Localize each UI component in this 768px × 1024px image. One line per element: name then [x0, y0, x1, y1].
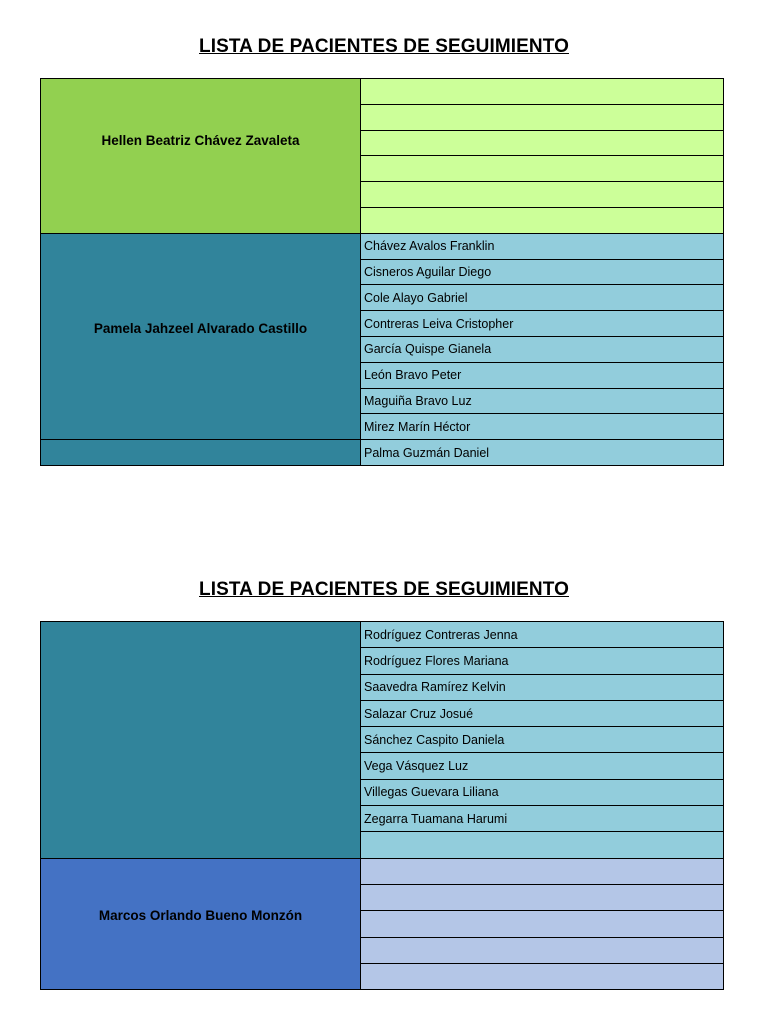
patient-cell[interactable]: Rodríguez Flores Mariana [361, 648, 724, 674]
patient-cell[interactable]: Contreras Leiva Cristopher [361, 311, 724, 337]
patient-cell[interactable] [361, 207, 724, 233]
patient-cell[interactable]: Saavedra Ramírez Kelvin [361, 674, 724, 700]
patient-cell[interactable] [361, 858, 724, 884]
doctor-cell[interactable] [41, 858, 361, 989]
patient-cell[interactable]: Rodríguez Contreras Jenna [361, 622, 724, 648]
table-row [41, 858, 724, 884]
patient-cell[interactable] [361, 884, 724, 910]
section-title: LISTA DE PACIENTES DE SEGUIMIENTO [199, 36, 569, 57]
doctor-name: Marcos Orlando Bueno Monzón [98, 908, 303, 924]
doctor-cell[interactable] [41, 622, 361, 859]
table-row [41, 79, 724, 105]
patient-cell[interactable]: Villegas Guevara Liliana [361, 779, 724, 805]
doctor-cell[interactable] [41, 233, 361, 439]
patient-cell[interactable] [361, 832, 724, 858]
patient-cell[interactable] [361, 963, 724, 989]
patient-cell[interactable]: Zegarra Tuamana Harumi [361, 806, 724, 832]
patient-cell[interactable] [361, 79, 724, 105]
patient-cell[interactable]: Vega Vásquez Luz [361, 753, 724, 779]
table-row [41, 233, 724, 259]
doctor-name: Pamela Jahzeel Alvarado Castillo [93, 320, 308, 336]
patient-cell[interactable]: Salazar Cruz Josué [361, 700, 724, 726]
patient-table [40, 621, 724, 990]
patient-cell[interactable]: Cole Alayo Gabriel [361, 285, 724, 311]
patient-cell[interactable]: Cisneros Aguilar Diego [361, 259, 724, 285]
patient-cell[interactable] [361, 911, 724, 937]
patient-cell[interactable]: Mirez Marín Héctor [361, 414, 724, 440]
doctor-name: Hellen Beatriz Chávez Zavaleta [101, 133, 300, 149]
patient-cell[interactable]: García Quispe Gianela [361, 336, 724, 362]
patient-table [40, 78, 724, 466]
patient-cell[interactable]: Maguiña Bravo Luz [361, 388, 724, 414]
section-title: LISTA DE PACIENTES DE SEGUIMIENTO [199, 579, 569, 600]
doctor-cell-empty[interactable] [41, 440, 361, 466]
patient-cell[interactable] [361, 156, 724, 182]
patient-cell[interactable] [361, 130, 724, 156]
patient-cell[interactable]: Sánchez Caspito Daniela [361, 727, 724, 753]
patient-cell[interactable]: León Bravo Peter [361, 362, 724, 388]
patient-cell[interactable] [361, 937, 724, 963]
table-row [41, 440, 724, 466]
table-row [41, 622, 724, 648]
doctor-cell[interactable] [41, 79, 361, 234]
patient-cell[interactable] [361, 104, 724, 130]
patient-cell[interactable] [361, 182, 724, 208]
patient-cell[interactable]: Palma Guzmán Daniel [361, 440, 724, 466]
patient-cell[interactable]: Chávez Avalos Franklin [361, 233, 724, 259]
